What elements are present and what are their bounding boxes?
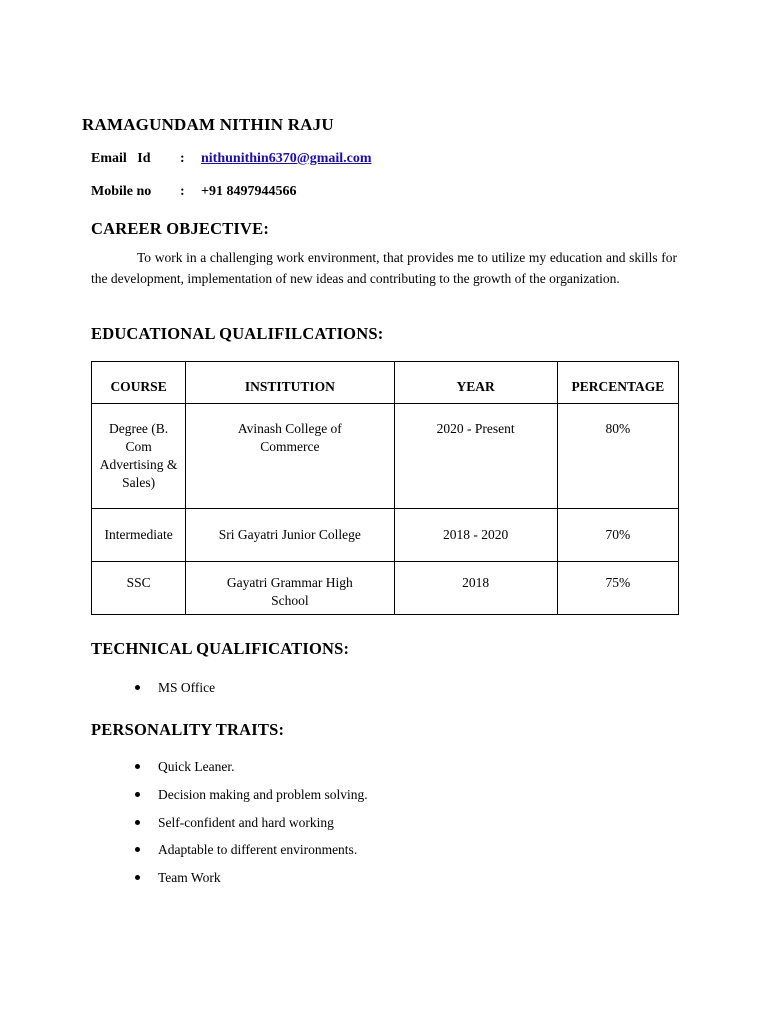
list-item-text: Self-confident and hard working bbox=[158, 814, 334, 830]
table-row bbox=[92, 509, 679, 562]
list-item-text: Team Work bbox=[158, 870, 221, 886]
email-colon: : bbox=[180, 151, 185, 166]
technical-heading: TECHNICAL QUALIFICATIONS: bbox=[91, 639, 350, 658]
email-link[interactable]: nithunithin6370@gmail.com bbox=[201, 151, 372, 166]
course-cell: SSC bbox=[92, 562, 186, 615]
bullet-icon bbox=[135, 685, 140, 690]
percentage-cell: 70% bbox=[557, 509, 678, 562]
mobile-label: Mobile no bbox=[91, 184, 152, 199]
col-course: COURSE bbox=[92, 362, 186, 404]
year-cell: 2018 - 2020 bbox=[394, 509, 557, 562]
bullet-icon bbox=[135, 847, 140, 852]
year-cell: 2020 - Present bbox=[394, 404, 557, 509]
institution-cell: Sri Gayatri Junior College bbox=[186, 509, 394, 562]
institution-text: Gayatri Grammar High School bbox=[226, 575, 353, 608]
list-item bbox=[135, 814, 368, 842]
list-item bbox=[135, 786, 368, 814]
table-row bbox=[92, 404, 679, 509]
personality-list bbox=[135, 758, 368, 897]
bullet-icon bbox=[135, 792, 140, 797]
career-objective-text: To work in a challenging work environment, that provides me to utilize my education and skills for the development, implementation of new ideas and contributing to the growth of the organization. bbox=[91, 250, 677, 286]
institution-text: Avinash College of Commerce bbox=[237, 421, 342, 454]
mobile-value: +91 8497944566 bbox=[201, 184, 297, 199]
education-heading: EDUCATIONAL QUALIFILCATIONS: bbox=[91, 324, 384, 343]
list-item bbox=[135, 679, 215, 707]
percentage-cell: 75% bbox=[557, 562, 678, 615]
institution-cell bbox=[186, 404, 394, 509]
mobile-colon: : bbox=[180, 184, 185, 199]
list-item bbox=[135, 841, 368, 869]
list-item-text: Adaptable to different environments. bbox=[158, 842, 358, 858]
col-percentage: PERCENTAGE bbox=[557, 362, 678, 404]
course-cell: Intermediate bbox=[92, 509, 186, 562]
email-label: Email Id bbox=[91, 151, 151, 166]
list-item-text: Decision making and problem solving. bbox=[158, 786, 368, 802]
list-item-text: MS Office bbox=[158, 680, 216, 695]
institution-cell bbox=[186, 562, 394, 615]
bullet-icon bbox=[135, 820, 140, 825]
col-year: YEAR bbox=[394, 362, 557, 404]
percentage-cell: 80% bbox=[557, 404, 678, 509]
table-row bbox=[92, 562, 679, 615]
bullet-icon bbox=[135, 875, 140, 880]
career-objective-heading: CAREER OBJECTIVE: bbox=[91, 219, 270, 238]
table-header-row bbox=[92, 362, 679, 404]
technical-list bbox=[135, 679, 215, 707]
year-cell: 2018 bbox=[394, 562, 557, 615]
course-cell: Degree (B. Com Advertising & Sales) bbox=[92, 404, 186, 509]
personality-heading: PERSONALITY TRAITS: bbox=[91, 720, 285, 739]
education-table bbox=[91, 361, 679, 615]
candidate-name: RAMAGUNDAM NITHIN RAJU bbox=[82, 115, 334, 134]
list-item-text: Quick Leaner. bbox=[158, 759, 235, 774]
list-item bbox=[135, 758, 368, 786]
list-item bbox=[135, 869, 368, 897]
bullet-icon bbox=[135, 764, 140, 769]
col-institution: INSTITUTION bbox=[186, 362, 394, 404]
